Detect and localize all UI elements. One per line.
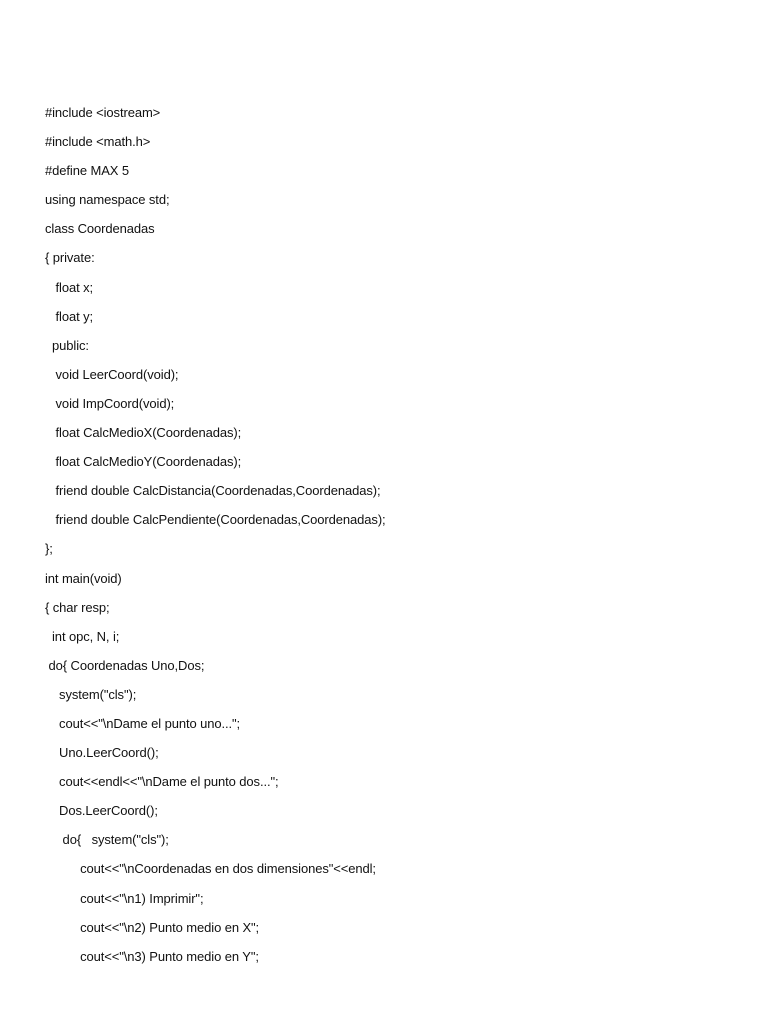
code-line: do{ system("cls"); bbox=[45, 832, 169, 848]
code-line: cout<<endl<<"\nDame el punto dos..."; bbox=[45, 774, 279, 790]
code-line: #include <math.h> bbox=[45, 134, 151, 150]
code-line: float CalcMedioX(Coordenadas); bbox=[45, 425, 242, 441]
code-line: Dos.LeerCoord(); bbox=[45, 803, 158, 819]
code-line: }; bbox=[45, 541, 53, 557]
code-line: public: bbox=[45, 337, 89, 353]
code-line: system("cls"); bbox=[45, 686, 137, 702]
code-line: int main(void) bbox=[45, 570, 122, 586]
code-line: { char resp; bbox=[45, 599, 110, 615]
code-line: cout<<"\nCoordenadas en dos dimensiones"<<endl; bbox=[45, 861, 376, 877]
code-line: #define MAX 5 bbox=[45, 163, 129, 179]
code-line: friend double CalcDistancia(Coordenadas,Coordenadas); bbox=[45, 483, 381, 499]
code-line: float CalcMedioY(Coordenadas); bbox=[45, 454, 242, 470]
code-listing bbox=[45, 104, 386, 977]
code-line: void LeerCoord(void); bbox=[45, 366, 179, 382]
code-line: friend double CalcPendiente(Coordenadas,Coordenadas); bbox=[45, 512, 386, 528]
code-line: void ImpCoord(void); bbox=[45, 395, 175, 411]
code-line: cout<<"\nDame el punto uno..."; bbox=[45, 715, 241, 731]
code-line: do{ Coordenadas Uno,Dos; bbox=[45, 657, 205, 673]
code-line: class Coordenadas bbox=[45, 221, 155, 237]
code-line: int opc, N, i; bbox=[45, 628, 120, 644]
code-line: { private: bbox=[45, 250, 95, 266]
code-line: #include <iostream> bbox=[45, 105, 161, 120]
code-line: float x; bbox=[45, 279, 94, 295]
code-line: cout<<"\n3) Punto medio en Y"; bbox=[45, 948, 259, 964]
code-line: cout<<"\n1) Imprimir"; bbox=[45, 890, 204, 906]
code-line: using namespace std; bbox=[45, 192, 170, 208]
code-line: Uno.LeerCoord(); bbox=[45, 745, 159, 761]
code-line: cout<<"\n2) Punto medio en X"; bbox=[45, 919, 260, 935]
code-line: float y; bbox=[45, 308, 94, 324]
